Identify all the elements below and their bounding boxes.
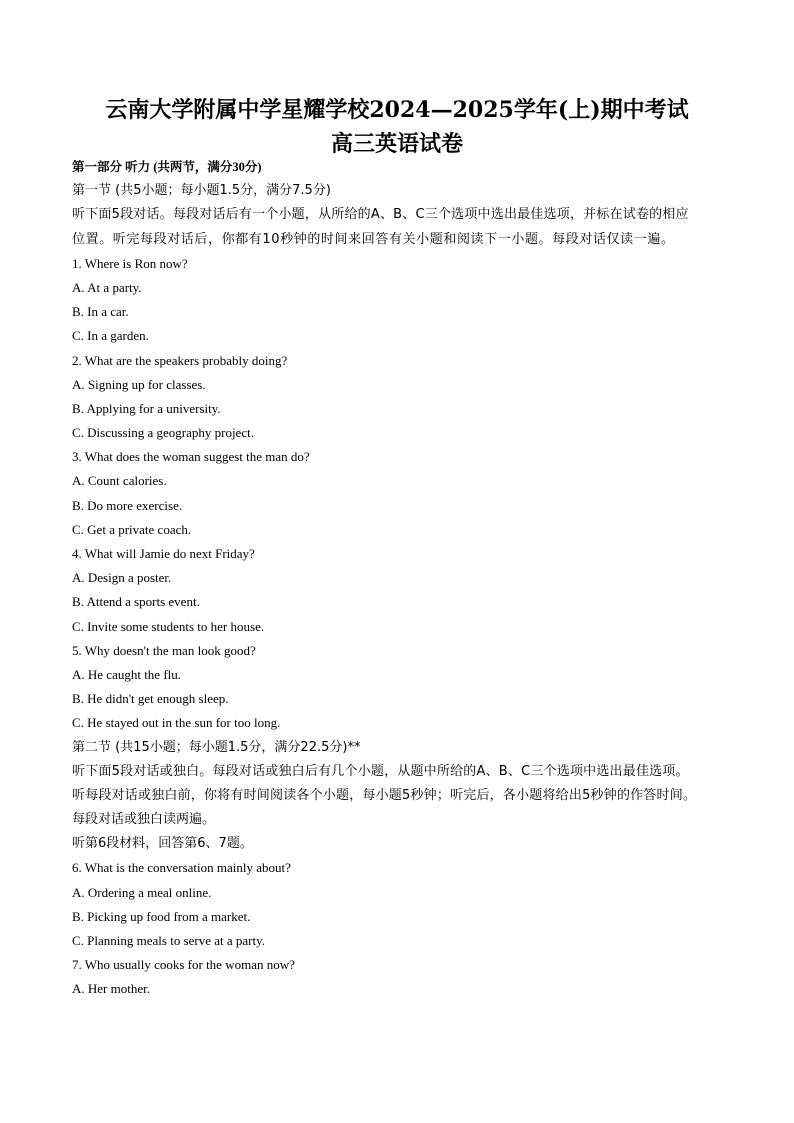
answer-option: B. Attend a sports event. (72, 594, 200, 610)
answer-option: A. Signing up for classes. (72, 376, 206, 392)
answer-option: A. At a party. (72, 279, 142, 295)
section-heading: 第二节 (共15小题；每小题1.5分，满分22.5分)** (72, 739, 361, 755)
answer-option: C. Get a private coach. (72, 521, 192, 537)
instruction-text: 每段对话或独白读两遍。 (72, 812, 216, 828)
answer-option: C. Invite some students to her house. (72, 618, 265, 634)
instruction-text: 位置。听完每段对话后，你都有10秒钟的时间来回答有关小题和阅读下一小题。每段对话仅读一遍。 (72, 231, 675, 247)
exam-title: 云南大学附属中学星耀学校2024—2025学年(上)期中考试 (105, 97, 689, 123)
part-heading: 第一部分 听力 (共两节，满分30分) (72, 160, 262, 174)
question-stem: 7. Who usually cooks for the woman now? (72, 957, 295, 973)
question-stem: 6. What is the conversation mainly about? (72, 860, 291, 876)
instruction-text: 听下面5段对话。每段对话后有一个小题，从所给的A、B、C三个选项中选出最佳选项，并标在试卷的相应 (72, 207, 689, 223)
question-stem: 1. Where is Ron now? (72, 255, 188, 271)
answer-option: C. He stayed out in the sun for too long. (72, 715, 281, 731)
question-stem: 4. What will Jamie do next Friday? (72, 546, 255, 561)
answer-option: C. Planning meals to serve at a party. (72, 933, 266, 948)
answer-option: B. In a car. (72, 304, 129, 320)
answer-option: B. Do more exercise. (72, 497, 183, 513)
instruction-text: 听第6段材料，回答第6、7题。 (72, 836, 253, 852)
answer-option: B. He didn't get enough sleep. (72, 691, 229, 707)
answer-option: A. Design a poster. (72, 570, 172, 586)
section-heading: 第一节 (共5小题；每小题1.5分，满分7.5分) (72, 183, 331, 199)
answer-option: C. Discussing a geography project. (72, 425, 254, 441)
answer-option: A. Count calories. (72, 473, 167, 489)
question-stem: 5. Why doesn't the man look good? (72, 642, 256, 658)
exam-body (72, 155, 732, 1002)
exam-subtitle: 高三英语试卷 (330, 131, 463, 157)
question-stem: 2. What are the speakers probably doing? (72, 352, 288, 368)
answer-option: A. Her mother. (72, 981, 150, 997)
answer-option: B. Picking up food from a market. (72, 908, 251, 924)
answer-option: A. He caught the flu. (72, 666, 182, 682)
instruction-text: 听每段对话或独白前，你将有时间阅读各个小题，每小题5秒钟；听完后，各小题将给出5秒钟的作答时间。 (72, 787, 697, 803)
answer-option: A. Ordering a meal online. (72, 884, 212, 900)
answer-option: B. Applying for a university. (72, 400, 221, 416)
instruction-text: 听下面5段对话或独白。每段对话或独白后有几个小题，从题中所给的A、B、C三个选项中选出最佳选项。 (72, 763, 689, 779)
answer-option: C. In a garden. (72, 328, 149, 344)
question-stem: 3. What does the woman suggest the man do? (72, 449, 310, 465)
